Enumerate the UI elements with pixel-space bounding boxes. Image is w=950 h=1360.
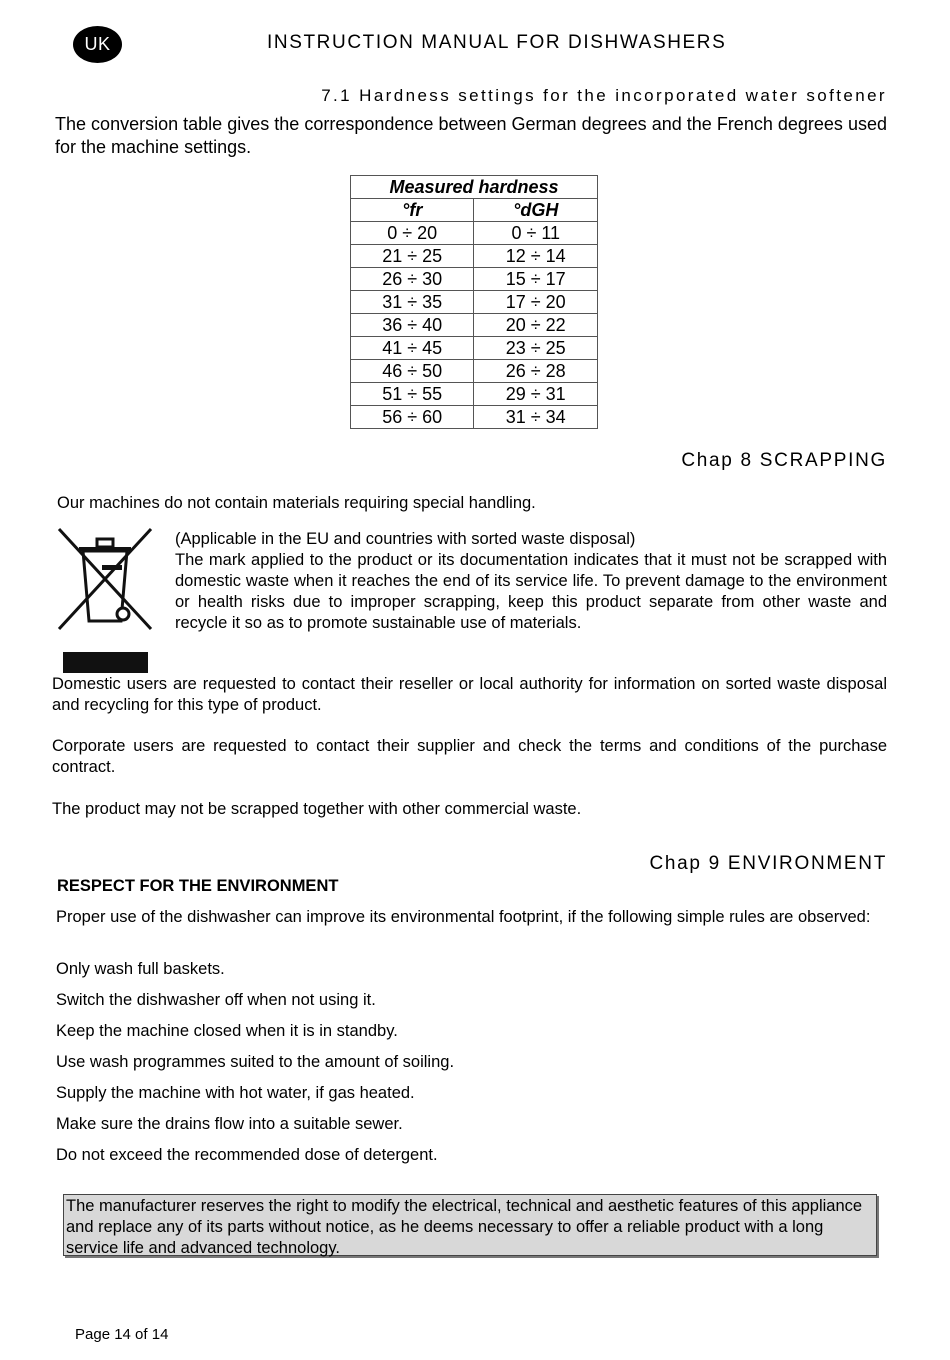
list-item: Use wash programmes suited to the amount of soiling. xyxy=(56,1053,455,1071)
table-row xyxy=(351,268,598,291)
list-item: Make sure the drains flow into a suitable sewer. xyxy=(56,1115,403,1133)
environment-subheading: RESPECT FOR THE ENVIRONMENT xyxy=(57,877,339,895)
domestic-users-text: Domestic users are requested to contact their reseller or local authority for information on sorted waste disposal and recycling for this type of product. xyxy=(52,675,887,714)
cell-dgh: 31 ÷ 34 xyxy=(474,406,598,429)
cell-fr: 36 ÷ 40 xyxy=(351,314,474,337)
environment-intro: Proper use of the dishwasher can improve its environmental footprint, if the following simple rules are observed: xyxy=(56,908,871,926)
language-badge: UK xyxy=(73,26,122,63)
commercial-waste-text: The product may not be scrapped together with other commercial waste. xyxy=(52,800,582,818)
table-row xyxy=(351,406,598,429)
cell-fr: 41 ÷ 45 xyxy=(351,337,474,360)
weee-underline-bar xyxy=(63,652,148,673)
list-item: Do not exceed the recommended dose of detergent. xyxy=(56,1146,438,1164)
corporate-users-text: Corporate users are requested to contact their supplier and check the terms and conditions of the purchase contract. xyxy=(52,737,887,776)
table-row xyxy=(351,337,598,360)
cell-dgh: 26 ÷ 28 xyxy=(474,360,598,383)
cell-fr: 26 ÷ 30 xyxy=(351,268,474,291)
table-row xyxy=(351,291,598,314)
table-row xyxy=(351,383,598,406)
list-item: Supply the machine with hot water, if gas heated. xyxy=(56,1084,415,1102)
list-item: Switch the dishwasher off when not using it. xyxy=(56,991,376,1009)
environment-rules-list xyxy=(56,959,887,1166)
document-title: INSTRUCTION MANUAL FOR DISHWASHERS xyxy=(267,32,727,53)
table-row xyxy=(351,314,598,337)
table-title: Measured hardness xyxy=(351,176,598,199)
cell-fr: 21 ÷ 25 xyxy=(351,245,474,268)
cell-dgh: 20 ÷ 22 xyxy=(474,314,598,337)
cell-dgh: 29 ÷ 31 xyxy=(474,383,598,406)
hardness-table xyxy=(350,175,598,429)
weee-text: The mark applied to the product or its documentation indicates that it must not be scrapped with domestic waste when it reaches the end of its service life. To prevent damage to the environment or health risks due to improper scrapping, keep this product separate from other waste and recycle it so as to promote sustainable use of materials. xyxy=(175,551,887,632)
weee-notice xyxy=(175,529,887,634)
cell-fr: 51 ÷ 55 xyxy=(351,383,474,406)
table-row xyxy=(351,222,598,245)
cell-dgh: 17 ÷ 20 xyxy=(474,291,598,314)
scrapping-intro: Our machines do not contain materials requiring special handling. xyxy=(57,494,536,512)
manufacturer-notice: The manufacturer reserves the right to modify the electrical, technical and aesthetic features of this appliance and replace any of its parts without notice, as he deems necessary to offer a reliable product with a long service life and advanced technology. xyxy=(63,1194,877,1256)
cell-fr: 56 ÷ 60 xyxy=(351,406,474,429)
conversion-intro: The conversion table gives the correspondence between German degrees and the French degrees used for the machine settings. xyxy=(55,114,887,157)
table-row xyxy=(351,360,598,383)
cell-dgh: 0 ÷ 11 xyxy=(474,222,598,245)
cell-fr: 31 ÷ 35 xyxy=(351,291,474,314)
list-item: Keep the machine closed when it is in standby. xyxy=(56,1022,398,1040)
column-header-fr: °fr xyxy=(351,199,474,222)
weee-applicability: (Applicable in the EU and countries with sorted waste disposal) xyxy=(175,530,636,548)
chapter-8-heading: Chap 8 SCRAPPING xyxy=(681,450,887,471)
list-item: Only wash full baskets. xyxy=(56,960,225,978)
chapter-9-heading: Chap 9 ENVIRONMENT xyxy=(649,853,887,874)
cell-dgh: 12 ÷ 14 xyxy=(474,245,598,268)
cell-dgh: 15 ÷ 17 xyxy=(474,268,598,291)
cell-fr: 0 ÷ 20 xyxy=(351,222,474,245)
section-7-1-heading: 7.1 Hardness settings for the incorporated water softener xyxy=(321,86,887,105)
column-header-dgh: °dGH xyxy=(474,199,598,222)
page-number: Page 14 of 14 xyxy=(75,1326,169,1343)
table-row xyxy=(351,245,598,268)
cell-fr: 46 ÷ 50 xyxy=(351,360,474,383)
cell-dgh: 23 ÷ 25 xyxy=(474,337,598,360)
crossed-out-wheelie-bin-icon xyxy=(55,525,155,635)
